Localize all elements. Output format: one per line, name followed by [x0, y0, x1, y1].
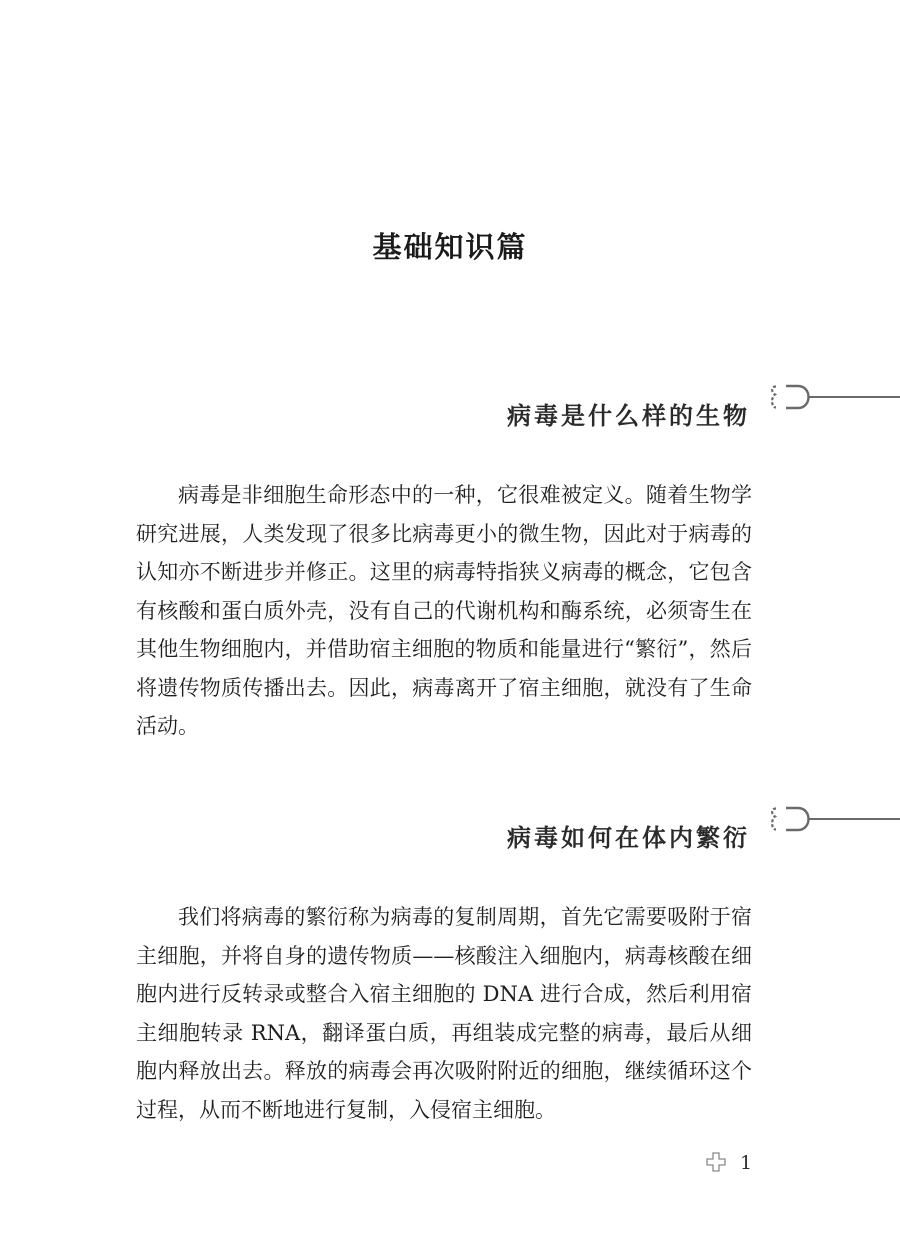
section-heading-2: 病毒如何在体内繁衍 — [507, 823, 750, 852]
section-paragraph-2: 我们将病毒的繁衍称为病毒的复制周期，首先它需要吸附于宿主细胞，并将自身的遗传物质——核酸注入细胞内，病毒核酸在细胞内进行反转录或整合入宿主细胞的 DNA 进行合成，然后利用宿主细胞转录 RNA，翻译蛋白质，再组装成完整的病毒，最后从细胞内释放出去。释放的病毒会再次吸附附近的细胞，继续循环这个过程，从而不断地进行复制，入侵宿主细胞。 — [136, 905, 752, 1122]
heading-ornament-icon — [768, 384, 900, 410]
medical-cross-outline-icon — [706, 1152, 726, 1172]
section-heading-1: 病毒是什么样的生物 — [507, 401, 750, 430]
heading-ornament-icon — [768, 806, 900, 832]
part-title: 基础知识篇 — [372, 230, 528, 265]
section-paragraph-1: 病毒是非细胞生命形态中的一种，它很难被定义。随着生物学研究进展，人类发现了很多比病毒更小的微生物，因此对于病毒的认知亦不断进步并修正。这里的病毒特指狭义病毒的概念，它包含有核酸和蛋白质外壳，没有自己的代谢机构和酶系统，必须寄生在其他生物细胞内，并借助宿主细胞的物质和能量进行“繁衍”，然后将遗传物质传播出去。因此，病毒离开了宿主细胞，就没有了生命活动。 — [136, 483, 752, 738]
page-footer — [700, 1148, 780, 1178]
page-number: 1 — [740, 1152, 753, 1174]
